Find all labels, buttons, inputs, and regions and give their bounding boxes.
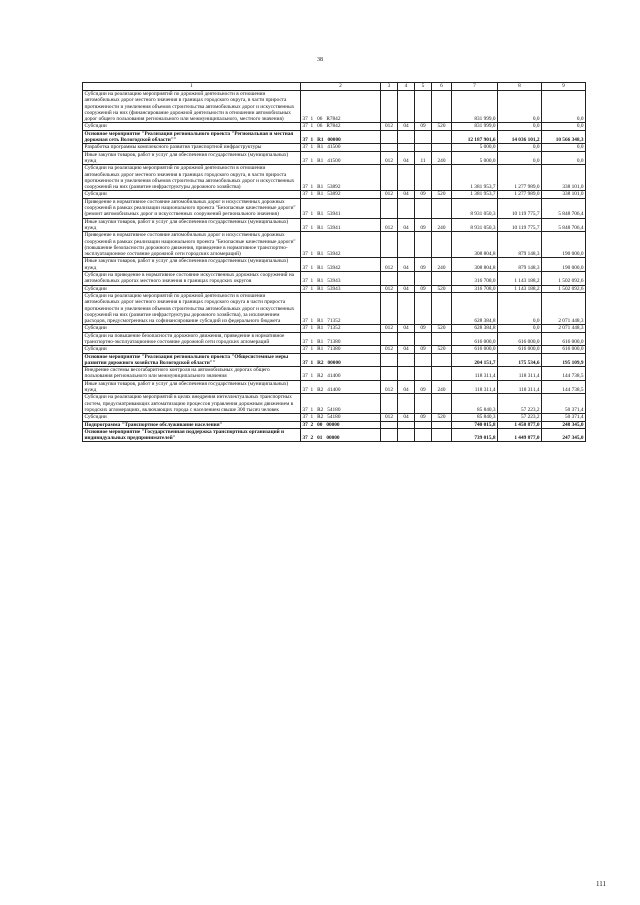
row-subsection-cell bbox=[415, 144, 432, 151]
row-amount-year2-cell: 57 223,2 bbox=[498, 414, 542, 421]
row-subsection-cell bbox=[415, 394, 432, 414]
row-name-cell: Подпрограмма "Транспортное обслуживание населения" bbox=[83, 421, 301, 428]
row-ministry-cell: 012 bbox=[381, 414, 398, 421]
row-code-cell: 37 1 R1 53943 bbox=[301, 272, 381, 286]
row-amount-year1-cell: 1 381 953,7 bbox=[452, 191, 498, 198]
row-expense-type-cell bbox=[432, 272, 452, 286]
row-ministry-cell: 012 bbox=[381, 151, 398, 165]
row-amount-year3-cell: 50 371,4 bbox=[542, 394, 586, 414]
row-amount-year2-cell: 14 036 101,2 bbox=[498, 130, 542, 144]
row-amount-year1-cell: 739 015,8 bbox=[452, 428, 498, 442]
row-ministry-cell: 012 bbox=[381, 346, 398, 353]
row-subsection-cell bbox=[415, 428, 432, 442]
table-row bbox=[83, 123, 586, 130]
row-code-cell: 37 1 R1 71352 bbox=[301, 325, 381, 332]
row-amount-year2-cell: 118 311,4 bbox=[498, 380, 542, 394]
row-code-cell: 37 1 R1 71380 bbox=[301, 332, 381, 346]
row-ministry-cell bbox=[381, 232, 398, 258]
row-amount-year3-cell: 50 371,4 bbox=[542, 414, 586, 421]
row-amount-year1-cell: 8 931 050,3 bbox=[452, 198, 498, 218]
row-amount-year1-cell: 308 804,8 bbox=[452, 258, 498, 272]
row-expense-type-cell bbox=[432, 232, 452, 258]
row-amount-year1-cell: 308 804,8 bbox=[452, 232, 498, 258]
row-section-cell bbox=[398, 165, 415, 191]
row-name-cell: Иные закупки товаров, работ и услуг для обеспечения государственных (муниципальных) нужд bbox=[83, 380, 301, 394]
row-subsection-cell bbox=[415, 232, 432, 258]
row-amount-year1-cell: 85 840,3 bbox=[452, 394, 498, 414]
row-code-cell: 37 1 R2 54180 bbox=[301, 394, 381, 414]
row-name-cell: Субсидии bbox=[83, 123, 301, 130]
table-row bbox=[83, 232, 586, 258]
row-expense-type-cell bbox=[432, 144, 452, 151]
row-amount-year2-cell: 0,0 bbox=[498, 91, 542, 123]
row-code-cell: 37 1 R2 41400 bbox=[301, 380, 381, 394]
row-section-cell bbox=[398, 332, 415, 346]
row-subsection-cell: 09 bbox=[415, 285, 432, 292]
column-header: 9 bbox=[542, 83, 586, 91]
row-name-cell: Субсидии bbox=[83, 325, 301, 332]
row-subsection-cell bbox=[415, 165, 432, 191]
row-ministry-cell bbox=[381, 421, 398, 428]
row-name-cell: Иные закупки товаров, работ и услуг для обеспечения государственных (муниципальных) нужд bbox=[83, 218, 301, 232]
row-code-cell: 37 1 R1 41500 bbox=[301, 151, 381, 165]
table-row bbox=[83, 258, 586, 272]
row-code-cell: 37 1 R1 53942 bbox=[301, 232, 381, 258]
row-code-cell: 37 1 R1 53941 bbox=[301, 198, 381, 218]
row-ministry-cell bbox=[381, 332, 398, 346]
row-ministry-cell: 012 bbox=[381, 380, 398, 394]
table-row bbox=[83, 285, 586, 292]
row-section-cell bbox=[398, 394, 415, 414]
row-amount-year1-cell: 628 384,8 bbox=[452, 325, 498, 332]
column-header: 1 bbox=[83, 83, 301, 91]
row-section-cell: 04 bbox=[398, 258, 415, 272]
row-expense-type-cell: 520 bbox=[432, 123, 452, 130]
row-amount-year1-cell: 831 999,0 bbox=[452, 91, 498, 123]
table-row bbox=[83, 394, 586, 414]
row-subsection-cell: 11 bbox=[415, 151, 432, 165]
row-subsection-cell bbox=[415, 91, 432, 123]
row-expense-type-cell: 240 bbox=[432, 218, 452, 232]
row-ministry-cell bbox=[381, 428, 398, 442]
row-subsection-cell: 09 bbox=[415, 346, 432, 353]
table-row bbox=[83, 191, 586, 198]
table-row bbox=[83, 367, 586, 381]
row-amount-year3-cell: 144 738,5 bbox=[542, 367, 586, 381]
row-expense-type-cell: 520 bbox=[432, 346, 452, 353]
row-amount-year2-cell: 10 119 775,7 bbox=[498, 198, 542, 218]
row-ministry-cell: 012 bbox=[381, 191, 398, 198]
row-code-cell: 37 1 R1 41500 bbox=[301, 144, 381, 151]
row-expense-type-cell: 240 bbox=[432, 151, 452, 165]
row-code-cell: 37 1 R1 71352 bbox=[301, 292, 381, 324]
row-ministry-cell bbox=[381, 292, 398, 324]
row-amount-year3-cell: 5 848 706,4 bbox=[542, 198, 586, 218]
row-amount-year1-cell: 118 311,4 bbox=[452, 367, 498, 381]
row-section-cell bbox=[398, 367, 415, 381]
row-subsection-cell bbox=[415, 130, 432, 144]
row-amount-year1-cell: 118 311,4 bbox=[452, 380, 498, 394]
column-header: 7 bbox=[452, 83, 498, 91]
row-code-cell: 37 1 R1 53943 bbox=[301, 285, 381, 292]
row-ministry-cell bbox=[381, 353, 398, 367]
row-section-cell bbox=[398, 130, 415, 144]
row-code-cell: 37 1 R2 54180 bbox=[301, 414, 381, 421]
row-subsection-cell bbox=[415, 421, 432, 428]
row-amount-year3-cell: 0,0 bbox=[542, 123, 586, 130]
table-row bbox=[83, 292, 586, 324]
row-name-cell: Приведение в нормативное состояние автомобильных дорог и искусственных дорожных сооружений в рамках реализации национального проекта "Безопасные качественные дороги" (ремонт автомобильных дорог и искусственных сооружений регионального значения) bbox=[83, 198, 301, 218]
row-section-cell: 04 bbox=[398, 380, 415, 394]
row-name-cell: Субсидии на реализацию мероприятий по дорожной деятельности в отношении автомобильных дорог местного значения в границах городского округа, в части прироста протяженности и увеличения объемов строительства автомобильных дорог и искусственных сооружений на них (развитие инфраструктуры дорожного хозяйства) bbox=[83, 165, 301, 191]
row-expense-type-cell bbox=[432, 292, 452, 324]
table-row bbox=[83, 380, 586, 394]
row-amount-year2-cell: 879 148,3 bbox=[498, 232, 542, 258]
row-amount-year2-cell: 879 148,3 bbox=[498, 258, 542, 272]
row-amount-year1-cell: 628 384,8 bbox=[452, 292, 498, 324]
row-amount-year3-cell: 2 071 448,3 bbox=[542, 292, 586, 324]
row-section-cell: 04 bbox=[398, 285, 415, 292]
table-row bbox=[83, 421, 586, 428]
row-amount-year3-cell: 616 000,0 bbox=[542, 346, 586, 353]
row-amount-year1-cell: 740 015,8 bbox=[452, 421, 498, 428]
row-name-cell: Приведение в нормативное состояние автомобильных дорог и искусственных дорожных сооружений в рамках реализации национального проекта "Безопасные качественные дороги" (повышение безопасности дорожного движения, приведение в нормативное транспортно-эксплуатационное состояние дорожной сети городских агломераций) bbox=[83, 232, 301, 258]
row-ministry-cell: 012 bbox=[381, 325, 398, 332]
row-amount-year2-cell: 616 000,0 bbox=[498, 346, 542, 353]
row-expense-type-cell bbox=[432, 394, 452, 414]
row-subsection-cell: 09 bbox=[415, 258, 432, 272]
row-subsection-cell bbox=[415, 332, 432, 346]
row-amount-year1-cell: 616 000,0 bbox=[452, 346, 498, 353]
row-amount-year1-cell: 616 000,0 bbox=[452, 332, 498, 346]
row-amount-year2-cell: 0,0 bbox=[498, 123, 542, 130]
table-row bbox=[83, 272, 586, 286]
row-name-cell: Субсидии на приведение в нормативное состояние искусственных дорожных сооружений на автомобильных дорогах местного значения в границах городских округов bbox=[83, 272, 301, 286]
row-name-cell: Основное мероприятие "Государственная поддержка транспортных организаций и индивидуальных предпринимателей" bbox=[83, 428, 301, 442]
row-subsection-cell: 09 bbox=[415, 123, 432, 130]
table-row bbox=[83, 353, 586, 367]
row-section-cell bbox=[398, 232, 415, 258]
row-ministry-cell bbox=[381, 91, 398, 123]
row-amount-year3-cell: 338 101,0 bbox=[542, 191, 586, 198]
row-amount-year1-cell: 316 708,0 bbox=[452, 285, 498, 292]
row-section-cell: 04 bbox=[398, 191, 415, 198]
row-name-cell: Субсидии bbox=[83, 285, 301, 292]
row-ministry-cell: 012 bbox=[381, 285, 398, 292]
table-row bbox=[83, 165, 586, 191]
table-row bbox=[83, 198, 586, 218]
row-expense-type-cell bbox=[432, 198, 452, 218]
table-row bbox=[83, 332, 586, 346]
row-amount-year3-cell: 190 000,0 bbox=[542, 258, 586, 272]
row-subsection-cell: 09 bbox=[415, 218, 432, 232]
table-row bbox=[83, 346, 586, 353]
row-section-cell bbox=[398, 353, 415, 367]
row-code-cell: 37 1 R1 53892 bbox=[301, 191, 381, 198]
row-code-cell: 37 1 06 R7842 bbox=[301, 123, 381, 130]
table-body bbox=[83, 91, 586, 442]
row-name-cell: Субсидии на реализацию мероприятий в целях внедрения интеллектуальных транспортных систем, предусматривающих автоматизацию процессов управления дорожным движением в городских агломерациях, включающих города с населением свыше 300 тысяч человек bbox=[83, 394, 301, 414]
row-amount-year2-cell: 1 277 989,0 bbox=[498, 191, 542, 198]
row-name-cell: Субсидии на реализацию мероприятий по дорожной деятельности в отношении автомобильных дорог местного значения в границах городского округа, в части прироста протяженности и увеличения объемов строительства автомобильных дорог и искусственных сооружений на них (финансирование дорожной деятельности в отношении автомобильных дорог общего пользования регионального или межмуниципального, местного значения) bbox=[83, 91, 301, 123]
row-section-cell bbox=[398, 292, 415, 324]
row-amount-year2-cell: 0,0 bbox=[498, 325, 542, 332]
row-section-cell: 04 bbox=[398, 218, 415, 232]
row-amount-year3-cell: 0,0 bbox=[542, 91, 586, 123]
row-expense-type-cell bbox=[432, 428, 452, 442]
row-expense-type-cell: 520 bbox=[432, 414, 452, 421]
table-row bbox=[83, 218, 586, 232]
row-name-cell: Иные закупки товаров, работ и услуг для обеспечения государственных (муниципальных) нужд bbox=[83, 258, 301, 272]
row-amount-year3-cell: 0,0 bbox=[542, 144, 586, 151]
row-name-cell: Субсидии bbox=[83, 414, 301, 421]
row-amount-year1-cell: 5 000,0 bbox=[452, 151, 498, 165]
row-expense-type-cell: 240 bbox=[432, 380, 452, 394]
row-code-cell: 37 2 00 00000 bbox=[301, 421, 381, 428]
row-amount-year3-cell: 338 101,0 bbox=[542, 165, 586, 191]
row-name-cell: Разработка программы комплексного развития транспортной инфраструктуры bbox=[83, 144, 301, 151]
row-ministry-cell bbox=[381, 272, 398, 286]
row-ministry-cell: 012 bbox=[381, 123, 398, 130]
row-name-cell: Субсидии bbox=[83, 191, 301, 198]
table-row bbox=[83, 91, 586, 123]
row-code-cell: 37 1 R1 53892 bbox=[301, 165, 381, 191]
row-amount-year2-cell: 0,0 bbox=[498, 292, 542, 324]
row-section-cell bbox=[398, 91, 415, 123]
row-amount-year3-cell: 144 738,5 bbox=[542, 380, 586, 394]
row-expense-type-cell: 240 bbox=[432, 258, 452, 272]
row-amount-year2-cell: 0,0 bbox=[498, 151, 542, 165]
row-amount-year1-cell: 12 187 901,6 bbox=[452, 130, 498, 144]
row-amount-year2-cell: 10 119 775,7 bbox=[498, 218, 542, 232]
row-expense-type-cell bbox=[432, 165, 452, 191]
row-code-cell: 37 1 R1 00000 bbox=[301, 130, 381, 144]
row-code-cell: 37 1 R2 00000 bbox=[301, 353, 381, 367]
row-ministry-cell bbox=[381, 198, 398, 218]
row-section-cell: 04 bbox=[398, 346, 415, 353]
table-row bbox=[83, 414, 586, 421]
row-name-cell: Основное мероприятие "Реализация регионального проекта "Региональная и местная дорожная сеть Вологодской области"" bbox=[83, 130, 301, 144]
row-ministry-cell bbox=[381, 165, 398, 191]
row-section-cell: 04 bbox=[398, 123, 415, 130]
column-header: 5 bbox=[415, 83, 432, 91]
row-section-cell bbox=[398, 428, 415, 442]
row-amount-year3-cell: 248 345,0 bbox=[542, 421, 586, 428]
row-ministry-cell bbox=[381, 394, 398, 414]
column-header: 2 bbox=[301, 83, 381, 91]
row-amount-year3-cell: 2 071 448,3 bbox=[542, 325, 586, 332]
table-row bbox=[83, 130, 586, 144]
row-ministry-cell: 012 bbox=[381, 258, 398, 272]
row-subsection-cell bbox=[415, 272, 432, 286]
row-section-cell bbox=[398, 421, 415, 428]
footer-mark: 111 bbox=[596, 880, 606, 888]
row-amount-year2-cell: 118 311,4 bbox=[498, 367, 542, 381]
row-amount-year1-cell: 5 000,0 bbox=[452, 144, 498, 151]
row-expense-type-cell bbox=[432, 353, 452, 367]
row-amount-year2-cell: 1 143 188,2 bbox=[498, 285, 542, 292]
row-amount-year2-cell: 175 534,6 bbox=[498, 353, 542, 367]
page-number: 38 bbox=[317, 57, 323, 63]
table-row bbox=[83, 325, 586, 332]
row-subsection-cell: 09 bbox=[415, 325, 432, 332]
row-expense-type-cell: 520 bbox=[432, 285, 452, 292]
row-amount-year1-cell: 8 931 050,3 bbox=[452, 218, 498, 232]
row-amount-year1-cell: 831 999,0 bbox=[452, 123, 498, 130]
row-section-cell: 04 bbox=[398, 325, 415, 332]
row-amount-year1-cell: 204 151,7 bbox=[452, 353, 498, 367]
row-amount-year3-cell: 5 848 706,4 bbox=[542, 218, 586, 232]
row-amount-year3-cell: 0,0 bbox=[542, 151, 586, 165]
row-subsection-cell bbox=[415, 198, 432, 218]
row-section-cell bbox=[398, 144, 415, 151]
row-amount-year2-cell: 1 143 188,2 bbox=[498, 272, 542, 286]
row-amount-year3-cell: 247 345,0 bbox=[542, 428, 586, 442]
row-name-cell: Основное мероприятие "Реализация регионального проекта "Общесистемные меры развития дорожного хозяйства Вологодской области"" bbox=[83, 353, 301, 367]
row-expense-type-cell bbox=[432, 91, 452, 123]
row-code-cell: 37 1 R1 53942 bbox=[301, 258, 381, 272]
row-amount-year3-cell: 1 502 092,6 bbox=[542, 285, 586, 292]
row-expense-type-cell bbox=[432, 367, 452, 381]
row-amount-year1-cell: 316 708,0 bbox=[452, 272, 498, 286]
row-amount-year2-cell: 1 450 877,0 bbox=[498, 421, 542, 428]
row-ministry-cell: 012 bbox=[381, 218, 398, 232]
column-header: 6 bbox=[432, 83, 452, 91]
row-subsection-cell: 09 bbox=[415, 380, 432, 394]
row-expense-type-cell bbox=[432, 332, 452, 346]
row-amount-year1-cell: 1 381 953,7 bbox=[452, 165, 498, 191]
row-subsection-cell: 09 bbox=[415, 414, 432, 421]
budget-table bbox=[82, 82, 586, 442]
row-expense-type-cell bbox=[432, 421, 452, 428]
row-code-cell: 37 1 R1 53941 bbox=[301, 218, 381, 232]
row-subsection-cell bbox=[415, 367, 432, 381]
row-section-cell bbox=[398, 272, 415, 286]
row-amount-year2-cell: 616 000,0 bbox=[498, 332, 542, 346]
row-name-cell: Иные закупки товаров, работ и услуг для обеспечения государственных (муниципальных) нужд bbox=[83, 151, 301, 165]
row-amount-year3-cell: 10 566 348,3 bbox=[542, 130, 586, 144]
row-name-cell: Субсидии на реализацию мероприятий по дорожной деятельности в отношении автомобильных дорог местного значения в границах городского округа в части прироста протяженности и увеличения объемов строительства автомобильных дорог и искусственных сооружений на них (развитие инфраструктуры дорожного хозяйства), за исключением расходов, предусмотренных на софинансирование субсидий из федерального бюджета bbox=[83, 292, 301, 324]
row-subsection-cell bbox=[415, 292, 432, 324]
row-subsection-cell: 09 bbox=[415, 191, 432, 198]
row-name-cell: Субсидии на повышение безопасности дорожного движения, приведение в нормативное транспортно-эксплуатационное состояние дорожной сети городских агломераций bbox=[83, 332, 301, 346]
row-amount-year3-cell: 616 000,0 bbox=[542, 332, 586, 346]
row-code-cell: 37 1 R2 41400 bbox=[301, 367, 381, 381]
row-section-cell: 04 bbox=[398, 151, 415, 165]
row-expense-type-cell: 520 bbox=[432, 325, 452, 332]
row-amount-year3-cell: 1 502 092,6 bbox=[542, 272, 586, 286]
row-section-cell: 04 bbox=[398, 414, 415, 421]
row-name-cell: Внедрение системы весогабаритного контроля на автомобильных дорогах общего пользования регионального или межмуниципального значения bbox=[83, 367, 301, 381]
row-amount-year2-cell: 0,0 bbox=[498, 144, 542, 151]
column-header: 3 bbox=[381, 83, 398, 91]
row-amount-year2-cell: 57 223,2 bbox=[498, 394, 542, 414]
row-expense-type-cell bbox=[432, 130, 452, 144]
row-subsection-cell bbox=[415, 353, 432, 367]
row-amount-year3-cell: 195 109,9 bbox=[542, 353, 586, 367]
table-row bbox=[83, 428, 586, 442]
row-ministry-cell bbox=[381, 130, 398, 144]
table-header-row bbox=[83, 83, 586, 91]
table-row bbox=[83, 151, 586, 165]
row-code-cell: 37 2 01 00000 bbox=[301, 428, 381, 442]
column-header: 4 bbox=[398, 83, 415, 91]
row-ministry-cell bbox=[381, 144, 398, 151]
row-amount-year1-cell: 85 840,3 bbox=[452, 414, 498, 421]
row-code-cell: 37 1 R1 71380 bbox=[301, 346, 381, 353]
row-ministry-cell bbox=[381, 367, 398, 381]
row-code-cell: 37 1 06 R7842 bbox=[301, 91, 381, 123]
row-amount-year2-cell: 1 449 877,0 bbox=[498, 428, 542, 442]
column-header: 8 bbox=[498, 83, 542, 91]
row-expense-type-cell: 520 bbox=[432, 191, 452, 198]
row-name-cell: Субсидии bbox=[83, 346, 301, 353]
row-section-cell bbox=[398, 198, 415, 218]
table-row bbox=[83, 144, 586, 151]
row-amount-year2-cell: 1 277 989,0 bbox=[498, 165, 542, 191]
row-amount-year3-cell: 190 000,0 bbox=[542, 232, 586, 258]
